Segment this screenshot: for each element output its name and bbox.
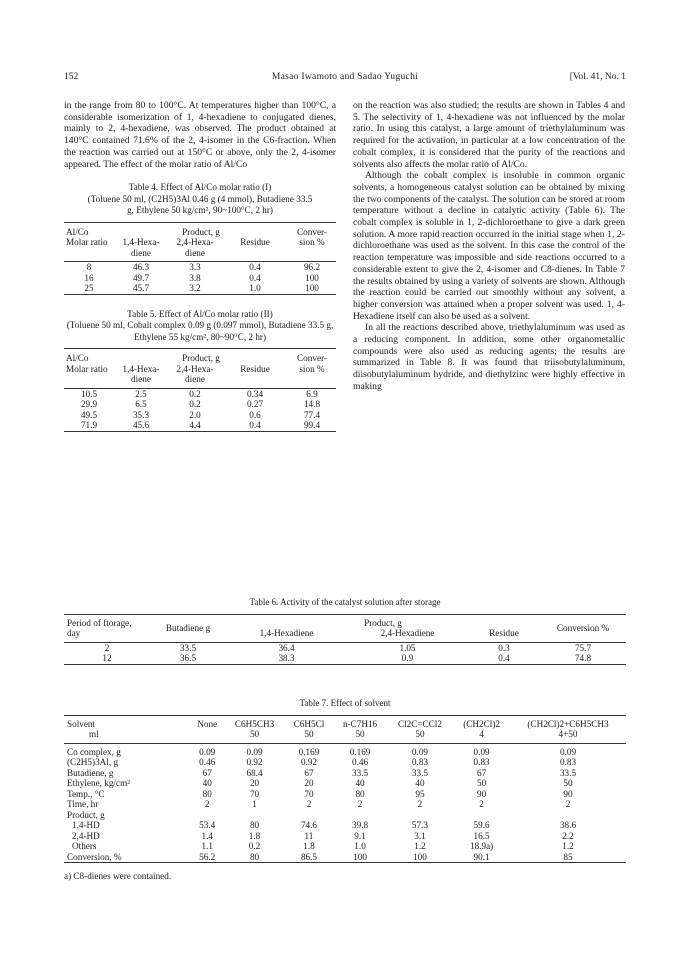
table-row: 29.9 6.5 0.2 0.27 14.8 [80,399,321,410]
page-number: 152 [64,72,79,82]
table7-col-header: Cl2C=CCl2 50 [397,718,442,739]
left-paragraph-1: in the range from 80 to 100°C. At temperatures higher than 100°C, a considerable isomerization of 1, 4-hexadiene to conjugated dienes, mainly to 2, 4-hexadiene, was observed. The product obtained at 140°C contained 71.6% of the 2, 4-isomer in the C6-fraction. When the reaction was carried out at 150°C or above, only the 2, 4-isomer appeared. The effect of the molar ratio of Al/Co [64,100,336,170]
table5-conditions: (Toluene 50 ml, Cobalt complex 0.09 g (0.097 mmol), Butadiene 33.5 g, Ethylene 55 kg/cm², 80~90°C, 2 hr) [66,320,334,342]
table-row: Butadiene, g 67 68.4 67 33.5 33.5 67 33.5 [67,767,577,778]
table-row: Time, hr 2 1 2 2 2 2 2 [67,799,571,809]
table5-head-ratio: Al/Co Molar ratio [66,353,108,374]
table7-footnote: a) C8-dienes were contained. [64,871,172,881]
table7-col-header: None [197,718,218,729]
table5-head-14hd: 1,4-Hexa-diene [122,363,160,385]
table-row: 2 33.5 36.4 1.05 0.3 75.7 [104,642,592,653]
table6-block [64,597,626,665]
table4-head-residue: Residue [240,237,270,248]
table7-head-ml: ml [89,729,99,739]
table5-head-24hd: 2,4-Hexa-diene [176,363,214,385]
table5-head-conversion: Conver-sion % [297,353,327,374]
table7-col-header: C6H5Cl 50 [293,718,325,739]
table-row: Co complex, g 0.09 0.09 0.169 0.169 0.09 0.09 0.09 [67,746,577,757]
volume-info: [Vol. 41, No. 1 [569,72,626,82]
table4-head-conversion: Conver-sion % [297,226,327,248]
table-row: 71.9 45.6 4.4 0.4 99.4 [64,420,336,431]
table6-head-24hd: 2,4-Hexadiene [380,628,435,638]
table4-head-product: Product, g [182,226,220,237]
table4-head-24hd: 2,4-Hexa-diene [176,237,214,258]
table6-head-conversion: Conversion % [556,622,610,633]
table-row: Product, g [67,809,105,820]
table-row: 49.5 35.3 2.0 0.6 77.4 [80,409,321,420]
table4-head-14hd: 1,4-Hexa-diene [122,237,160,258]
table6-head-14hd: 1,4-Hexadiene [259,628,314,638]
table6-head-period: Period of ftorage, day [67,617,132,638]
table-row: Conversion, % 56.2 80 86.5 100 100 90.1 85 [64,852,626,863]
table7-col-header: C6H5CH3 50 [234,718,275,739]
table-row: Ethylene, kg/cm² 40 20 20 40 40 50 50 [67,778,573,788]
table6 [64,614,626,665]
right-paragraph-2: Although the cobalt complex is insoluble in common organic solvents, a homogeneous catalyst solution can be obtained by mixing the two components of the catalyst. The solution can be stored at room temperature without a decline in catalytic activity (Table 6). The cobalt complex is soluble in 1, 2-dichloroethane to give a dark green solution. A more rapid reaction occurred in the initial stage when 1, 2-dichloroethane was used as the solvent. In this case the control of the reaction temperature was impossible and side reactions occurred to a considerable extent to give the 2, 4-isomer and C8-dienes. In Table 7 the results obtained by using a variety of solvents are shown. Although the reaction could be carried out smoothly without any solvent, a higher conversion was attained when a proper solvent was used. 1, 4-Hexadiene itself can also be used as a solvent. [353,170,625,322]
table7-col-header: (CH2Cl)2+C6H5CH3 4+50 [527,718,609,739]
right-paragraph-3: In all the reactions described above, triethylaluminum was used as a reducing component. In addition, some other organometallic compounds were also used as reducing agents; the results are summarized in Table 8. It was found that triisobutylaluminum, diisobutylaluminum hydride, and diethylzinc were highly effective in making [353,322,625,392]
table4-head-ratio: Al/Co Molar ratio [66,226,108,248]
table5-head-product: Product, g [182,353,220,364]
table7-col-header: n-C7H16 50 [342,718,378,739]
table6-head-residue: Residue [489,628,519,638]
table5-caption: Table 5. Effect of Al/Co molar ratio (II) [127,308,273,319]
table5 [64,348,336,432]
table6-head-butadiene: Butadiene g [165,622,211,633]
table7-col-header: (CH2Cl)2 4 [463,718,500,739]
table-row: 25 45.7 3.2 1.0 100 [64,283,336,294]
table7-caption: Table 7. Effect of solvent [299,698,391,708]
table5-head-residue: Residue [240,363,270,374]
table4-conditions: (Toluene 50 ml, (C2H5)3Al 0.46 g (4 mmol), Butadiene 33.5 g, Ethylene 50 kg/cm², 90~100°C, 2 hr) [87,193,313,216]
table-row: 1,4-HD 2,4-HD Others 53.4 1.4 1.1 80 1.8 0.2 74.6 11 1.8 39.8 9.1 1.0 57.3 3.1 1.2 59.6 16.5 18.9a) 38.6 2.2 1.2 [72,820,577,851]
right-column [353,100,625,393]
table4-caption: Table 4. Effect of Al/Co molar ratio (I) [128,182,272,193]
table7-block [64,698,626,881]
table4 [64,222,336,295]
table-row: 10.5 2.5 0.2 0.34 6.9 [80,388,318,399]
right-paragraph-1: on the reaction was also studied; the results are shown in Tables 4 and 5. The selectivity of 1, 4-hexadiene was not influenced by the molar ratio. In using this catalyst, a large amount of triethylaluminum was required for the activation, in particular at a low concentration of the cobalt complex, it is considered that the purity of the reactions and solvents also affects the molar ratio of Al/Co. [353,100,625,170]
table-row: 16 49.7 3.8 0.4 100 [84,272,319,283]
table7 [64,715,626,864]
table7-head-solvent: Solvent [67,718,96,729]
table-row: 8 46.3 3.3 0.4 96.2 [86,262,321,273]
table-row: 12 36.5 38.3 0.9 0.4 74.8 [64,653,626,664]
running-authors: Masao Iwamoto and Sadao Yuguchi [271,72,419,82]
table-row: Temp., °C 80 70 70 80 95 90 90 [67,788,573,799]
table-row: (C2H5)3Al, g 0.46 0.92 0.92 0.46 0.83 0.83 0.83 [67,757,577,767]
table6-caption: Table 6. Activity of the catalyst solution after storage [249,597,441,607]
left-column [64,100,336,432]
table6-head-product: Product, g [364,617,402,628]
